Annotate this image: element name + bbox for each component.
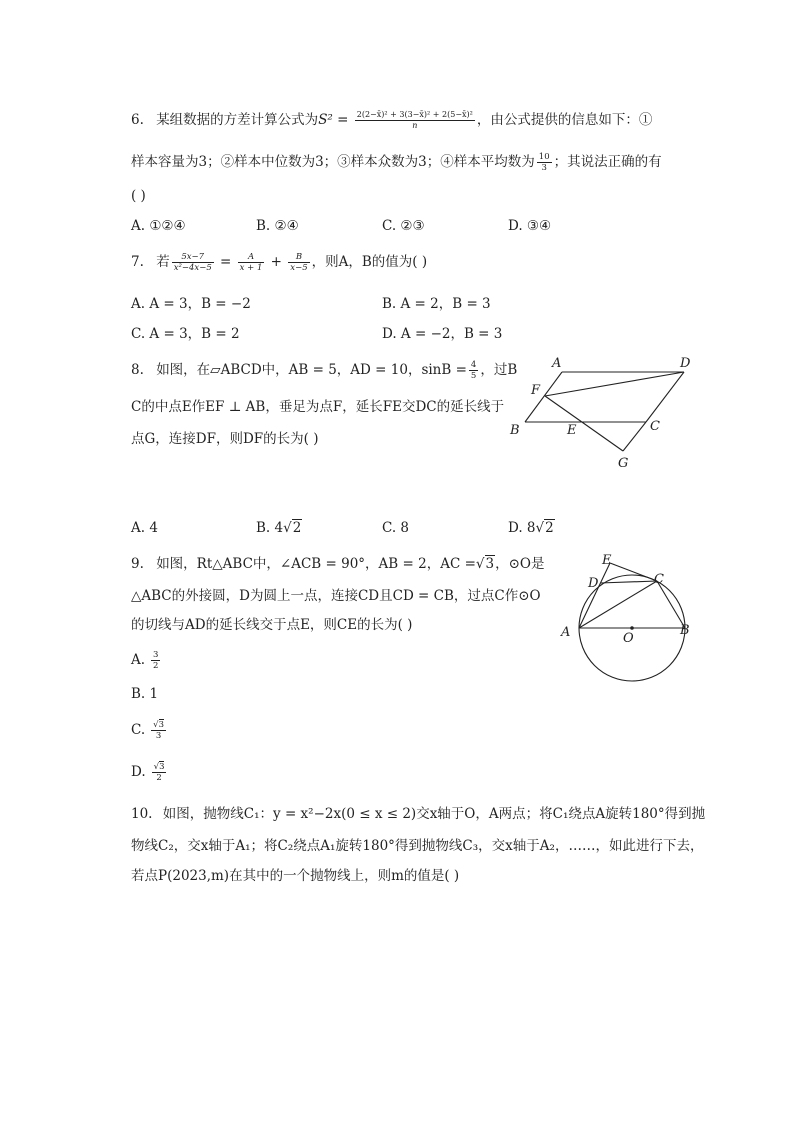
q8-line2: C的中点E作EF ⊥ AB，垂足为点F，延长FE交DC的延长线于	[131, 399, 505, 415]
q10-line1: 10. 如图，抛物线C₁：y = x²−2x(0 ≤ x ≤ 2)交x轴于O，A两点；将C₁绕点A旋转180°得到抛	[131, 806, 706, 822]
q9-segment-cb	[657, 581, 685, 628]
q7-choice-b[interactable]: B. A = 2，B = 3	[382, 296, 491, 312]
q7-choice-d[interactable]: D. A = −2，B = 3	[382, 326, 503, 342]
q8-label-d: D	[680, 356, 691, 371]
q8-segment-fg	[545, 396, 623, 451]
q8-label-e: E	[567, 423, 577, 438]
q8-sin-fraction: $\frac{4}{5}$	[470, 360, 477, 381]
q8-label-f: F	[531, 383, 541, 398]
q8-choice-d[interactable]: D. 8√2	[508, 520, 554, 536]
q6-choice-c[interactable]: C. ②③	[382, 218, 425, 234]
q8-segment-df	[545, 372, 684, 396]
q7-fraction-2: $\frac{A}{x + 1}$	[239, 252, 263, 273]
q8-edge-cd	[646, 372, 684, 422]
q9-segment-dc	[600, 581, 657, 583]
q6-answer-paren: ( )	[131, 188, 146, 204]
q6-choice-d[interactable]: D. ③④	[508, 218, 552, 234]
q6-choice-a[interactable]: A. ①②④	[131, 218, 186, 234]
q9-line1: 9. 如图，Rt△ABC中，∠ACB = 90°，AB = 2，AC =√3，⊙O是	[131, 556, 545, 572]
q10-line3: 若点P(2023,m)在其中的一个抛物线上，则m的值是( )	[131, 868, 460, 884]
q9-tangent-ec	[610, 563, 657, 581]
q10-number: 10.	[131, 806, 153, 822]
q8-label-b: B	[510, 423, 520, 438]
q7-number: 7.	[131, 254, 144, 270]
q8-line1: 8. 如图，在▱ABCD中，AB = 5，AD = 10，sinB = $\frac{4}{5}$ ，过B	[131, 360, 518, 381]
q6-line1	[131, 108, 652, 131]
q9-label-d: D	[588, 576, 599, 591]
q9-choice-a[interactable]: A. $\frac{3}{2}$	[131, 650, 159, 671]
q8-parallelogram-figure	[500, 350, 710, 475]
q8-segment-cg	[623, 422, 646, 451]
q9-label-o: O	[623, 631, 634, 646]
q9-label-c: C	[654, 572, 664, 587]
q8-choice-c[interactable]: C. 8	[382, 520, 410, 536]
q7-choice-a[interactable]: A. A = 3，B = −2	[131, 296, 251, 312]
q9-label-b: B	[680, 623, 690, 638]
q6-tail: ，由公式提供的信息如下：①	[476, 112, 653, 128]
q9-circle-figure	[555, 550, 705, 685]
q9-line3: 的切线与AD的延长线交于点E，则CE的长为( )	[131, 617, 413, 633]
q8-label-g: G	[618, 456, 629, 471]
q6-formula-lhs: S² =	[318, 112, 349, 128]
q9-choice-d[interactable]: D. $\frac{√3}{2}$	[131, 762, 165, 783]
q9-line2: △ABC的外接圆，D为圆上一点，连接CD且CD = CB，过点C作⊙O	[131, 588, 541, 604]
q6-choice-b[interactable]: B. ②④	[256, 218, 299, 234]
q8-choice-a[interactable]: A. 4	[131, 520, 158, 536]
q8-number: 8.	[131, 362, 144, 378]
q6-formula-fraction: $\frac{\text{2(2−x̄)² + 3(3−x̄)² + 2(5−x̄)²}}{n}$	[356, 110, 473, 130]
q7-choice-c[interactable]: C. A = 3，B = 2	[131, 326, 240, 342]
q9-label-a: A	[561, 625, 571, 640]
q9-center-dot	[630, 626, 634, 630]
q7-fraction-3: $\frac{B}{x-5}$	[290, 252, 308, 273]
q7-fraction-1: $\frac{5x-7}{\text{x²−4x−5}}$	[173, 252, 212, 273]
q6-line2: 样本容量为3；②样本中位数为3；③样本众数为3；④样本平均数为 $\frac{10}{3}$ ；其说法正确的有	[131, 152, 662, 173]
q9-label-e: E	[602, 553, 612, 568]
q7-line1: 7. 若 $\frac{5x-7}{\text{x²−4x−5}}$ = $\frac{A}{x + 1}$ + $\frac{B}{x-5}$ ，则A，B的值为( )	[131, 252, 428, 273]
q9-choice-b[interactable]: B. 1	[131, 686, 159, 702]
q6-number: 6.	[131, 112, 144, 128]
q6-avg-fraction: $\frac{10}{3}$	[538, 152, 550, 173]
q9-number: 9.	[131, 556, 144, 572]
q8-label-c: C	[650, 419, 660, 434]
q8-choice-b[interactable]: B. 4√2	[256, 520, 302, 536]
q6-lead: 某组数据的方差计算公式为	[156, 112, 319, 128]
q9-choice-c[interactable]: C. $\frac{√3}{3}$	[131, 720, 164, 741]
q8-label-a: A	[552, 356, 562, 371]
q8-line3: 点G，连接DF，则DF的长为( )	[131, 431, 319, 447]
q10-line2: 物线C₂，交x轴于A₁；将C₂绕点A₁旋转180°得到抛物线C₃，交x轴于A₂，……，如此进行下去，	[131, 838, 704, 854]
